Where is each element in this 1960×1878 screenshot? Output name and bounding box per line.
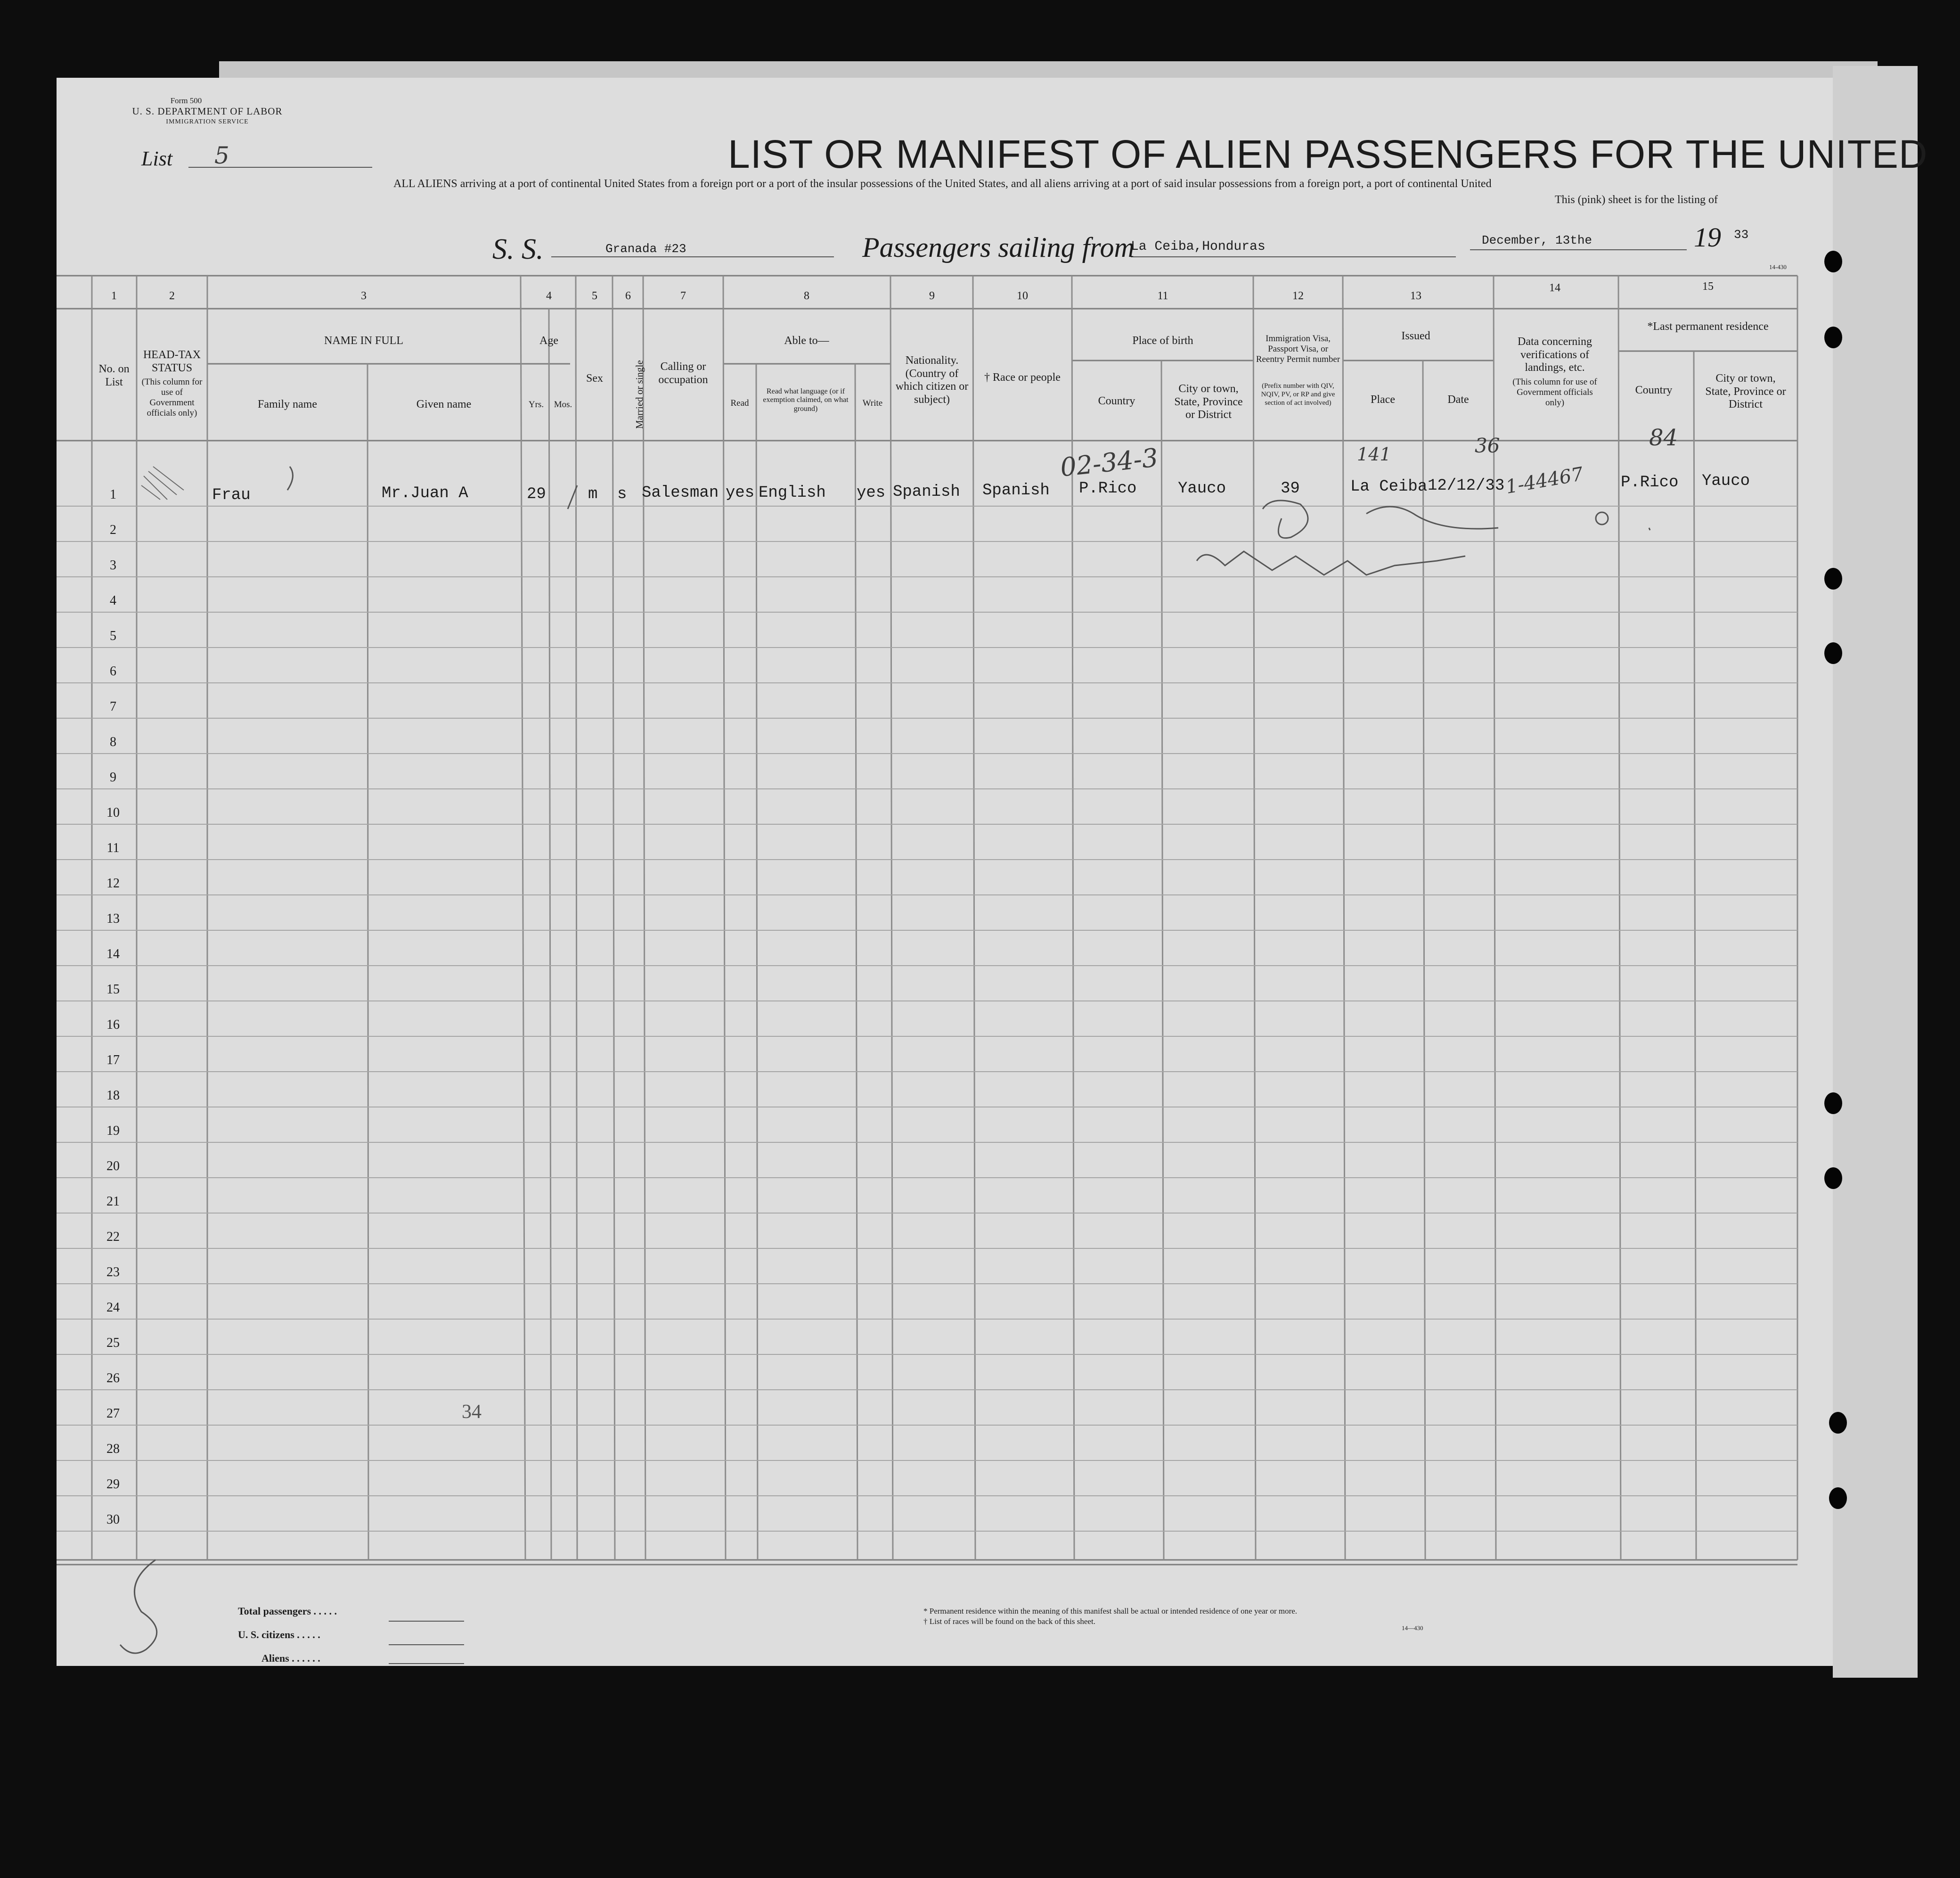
header-res-city: City or town, State, Province or District bbox=[1705, 372, 1786, 411]
header-yrs: Yrs. bbox=[528, 400, 544, 410]
col-number: 3 bbox=[361, 290, 367, 302]
col-number: 2 bbox=[169, 290, 175, 302]
department-name: U. S. DEPARTMENT OF LABOR bbox=[132, 106, 283, 117]
header-head-tax-note: (This column for use of Government officials only) bbox=[141, 377, 203, 418]
list-label: List bbox=[141, 147, 173, 170]
header-sex: Sex bbox=[586, 372, 603, 385]
passenger-marital-status: s bbox=[617, 485, 627, 503]
passenger-birth-city: Yauco bbox=[1178, 480, 1226, 498]
total-passengers-label: Total passengers bbox=[238, 1605, 311, 1617]
row-number: 22 bbox=[106, 1230, 120, 1244]
col-number: 4 bbox=[546, 290, 552, 302]
manifest-title: LIST OR MANIFEST OF ALIEN PASSENGERS FOR THE UNITED bbox=[728, 132, 1928, 176]
passenger-sex: m bbox=[588, 485, 598, 503]
col-number: 9 bbox=[929, 290, 935, 302]
col-number: 11 bbox=[1157, 290, 1168, 302]
footer-note-races: † List of races will be found on the back of this sheet. bbox=[923, 1617, 1095, 1626]
form-code: 14-430 bbox=[1769, 263, 1787, 271]
instruction-line-1: ALL ALIENS arriving at a port of continental United States from a foreign port or a port of the insular possessions of the United States, and all aliens arriving at a port of said insular possessions from a foreign port, a port of continental United bbox=[393, 178, 1492, 190]
header-visa-note: (Prefix number with QIV, NQIV, PV, or RP and give section of act involved) bbox=[1261, 382, 1335, 407]
handwritten-visa-mark: 141 bbox=[1357, 444, 1391, 465]
row-number: 27 bbox=[106, 1406, 120, 1421]
header-married-single: Married or single bbox=[634, 360, 645, 429]
handwritten-verification: 1-44467 bbox=[1504, 463, 1585, 499]
header-name-in-full: NAME IN FULL bbox=[324, 335, 403, 347]
header-race: † Race or people bbox=[984, 371, 1061, 384]
header-mos: Mos. bbox=[554, 400, 572, 410]
ship-name: Granada #23 bbox=[605, 242, 686, 256]
row-number: 7 bbox=[110, 699, 116, 714]
row-number: 14 bbox=[106, 947, 120, 961]
handwritten-birth-code: 02-34-3 bbox=[1059, 443, 1160, 483]
passenger-issued-date: 12/12/33 bbox=[1428, 477, 1505, 495]
year-suffix: 33 bbox=[1734, 228, 1749, 242]
header-write: Write bbox=[862, 398, 883, 408]
footer-total-passengers: Total passengers . . . . . bbox=[238, 1605, 337, 1617]
header-data-concerning: Data concerning verifications of landings, etc. bbox=[1518, 336, 1592, 374]
header-issued: Issued bbox=[1401, 330, 1430, 342]
row-number: 3 bbox=[110, 558, 116, 573]
col-number: 5 bbox=[592, 290, 597, 302]
col-number: 1 bbox=[111, 290, 117, 302]
passenger-residence-city: Yauco bbox=[1702, 472, 1750, 490]
header-place-of-birth: Place of birth bbox=[1132, 335, 1193, 347]
aliens-label: Aliens bbox=[261, 1652, 289, 1664]
col-number: 14 bbox=[1549, 282, 1560, 294]
header-no-on-list: No. on List bbox=[98, 363, 130, 388]
header-head-tax: HEAD-TAX STATUS bbox=[143, 349, 201, 374]
passenger-birth-country: P.Rico bbox=[1079, 480, 1137, 498]
passenger-age: 29 bbox=[527, 485, 546, 503]
header-issued-date: Date bbox=[1447, 394, 1469, 406]
header-able-to: Able to— bbox=[784, 335, 829, 347]
row-number: 9 bbox=[110, 770, 116, 785]
col-number: 13 bbox=[1410, 290, 1421, 302]
row-number: 29 bbox=[106, 1477, 120, 1492]
passenger-given-name: Mr.Juan A bbox=[382, 484, 468, 502]
footer-form-code: 14—430 bbox=[1402, 1624, 1423, 1632]
ss-label: S. S. bbox=[492, 233, 544, 265]
passenger-write: yes bbox=[857, 484, 886, 502]
row-number: 8 bbox=[110, 735, 116, 749]
col-number: 6 bbox=[625, 290, 631, 302]
header-birth-city: City or town, State, Province or District bbox=[1174, 383, 1243, 421]
row-number: 2 bbox=[110, 523, 116, 537]
passenger-read: yes bbox=[726, 484, 755, 502]
header-birth-country: Country bbox=[1098, 395, 1135, 407]
header-data-note: (This column for use of Government officials only) bbox=[1512, 377, 1597, 408]
header-given-name: Given name bbox=[416, 398, 472, 410]
row-number: 18 bbox=[106, 1088, 120, 1103]
row-number: 24 bbox=[106, 1300, 120, 1315]
row-number: 28 bbox=[106, 1442, 120, 1456]
header-calling: Calling or occupation bbox=[658, 361, 708, 386]
sailing-label: Passengers sailing from bbox=[862, 232, 1135, 263]
list-number: 5 bbox=[214, 142, 229, 169]
stamped-mark: 34 bbox=[462, 1401, 482, 1423]
header-family-name: Family name bbox=[258, 398, 317, 410]
passenger-family-name: Frau bbox=[212, 486, 251, 504]
passenger-occupation: Salesman bbox=[642, 484, 719, 502]
row-number: 5 bbox=[110, 629, 116, 643]
header-last-residence: *Last permanent residence bbox=[1647, 320, 1769, 333]
passenger-visa-number: 39 bbox=[1281, 480, 1300, 498]
instruction-line-2: This (pink) sheet is for the listing of bbox=[1555, 194, 1718, 206]
col-number: 10 bbox=[1017, 290, 1028, 302]
row-number: 26 bbox=[106, 1371, 120, 1386]
passenger-language: English bbox=[759, 484, 826, 502]
row-number: 16 bbox=[106, 1017, 120, 1032]
passenger-race: Spanish bbox=[982, 482, 1050, 500]
col-number: 7 bbox=[680, 290, 686, 302]
col-number: 8 bbox=[804, 290, 809, 302]
footer-aliens: Aliens . . . . . . bbox=[261, 1652, 320, 1664]
passenger-issued-place: La Ceiba bbox=[1350, 478, 1428, 496]
handwritten-page-mark bbox=[122, 1565, 164, 1631]
service-name: IMMIGRATION SERVICE bbox=[166, 118, 249, 125]
row-number: 11 bbox=[106, 841, 120, 855]
row-number: 4 bbox=[110, 593, 116, 608]
row-number: 12 bbox=[106, 876, 120, 891]
row-number: 30 bbox=[106, 1512, 120, 1527]
header-nationality: Nationality. (Country of which citizen or subject) bbox=[895, 354, 969, 406]
passenger-nationality: Spanish bbox=[893, 483, 960, 501]
row-number: 10 bbox=[106, 805, 120, 820]
header-age: Age bbox=[539, 335, 558, 347]
header-issued-place: Place bbox=[1371, 394, 1395, 406]
col-number: 15 bbox=[1702, 280, 1714, 293]
footer-us-citizens: U. S. citizens . . . . . bbox=[238, 1629, 320, 1640]
row-number: 17 bbox=[106, 1053, 120, 1067]
handwritten-issued-mark: 36 bbox=[1475, 434, 1500, 457]
header-res-country: Country bbox=[1635, 384, 1673, 396]
sailing-port: La Ceiba,Honduras bbox=[1131, 239, 1266, 254]
header-read-language: Read what language (or if exemption claimed, on what ground) bbox=[763, 387, 849, 413]
row-number: 19 bbox=[106, 1124, 120, 1138]
sailing-date: December, 13the bbox=[1482, 233, 1592, 247]
us-citizens-label: U. S. citizens bbox=[238, 1629, 294, 1640]
row-number: 15 bbox=[106, 982, 120, 997]
header-visa: Immigration Visa, Passport Visa, or Reentry Permit number bbox=[1256, 334, 1340, 364]
row-number: 21 bbox=[106, 1194, 120, 1209]
form-number: Form 500 bbox=[170, 96, 202, 105]
row-number: 6 bbox=[110, 664, 116, 679]
row-number: 25 bbox=[106, 1336, 120, 1350]
row-number: 13 bbox=[106, 911, 120, 926]
row-number: 20 bbox=[106, 1159, 120, 1173]
row-number: 1 bbox=[110, 487, 116, 502]
handwritten-residence-mark: 84 bbox=[1649, 425, 1678, 451]
header-read: Read bbox=[730, 398, 749, 408]
year-prefix: 19 bbox=[1694, 222, 1721, 253]
footer-note-residence: * Permanent residence within the meaning of this manifest shall be actual or intended residence of one year or more. bbox=[923, 1607, 1298, 1616]
passenger-residence-country: P.Rico bbox=[1621, 474, 1679, 492]
col-number: 12 bbox=[1292, 290, 1304, 302]
row-number: 23 bbox=[106, 1265, 120, 1279]
